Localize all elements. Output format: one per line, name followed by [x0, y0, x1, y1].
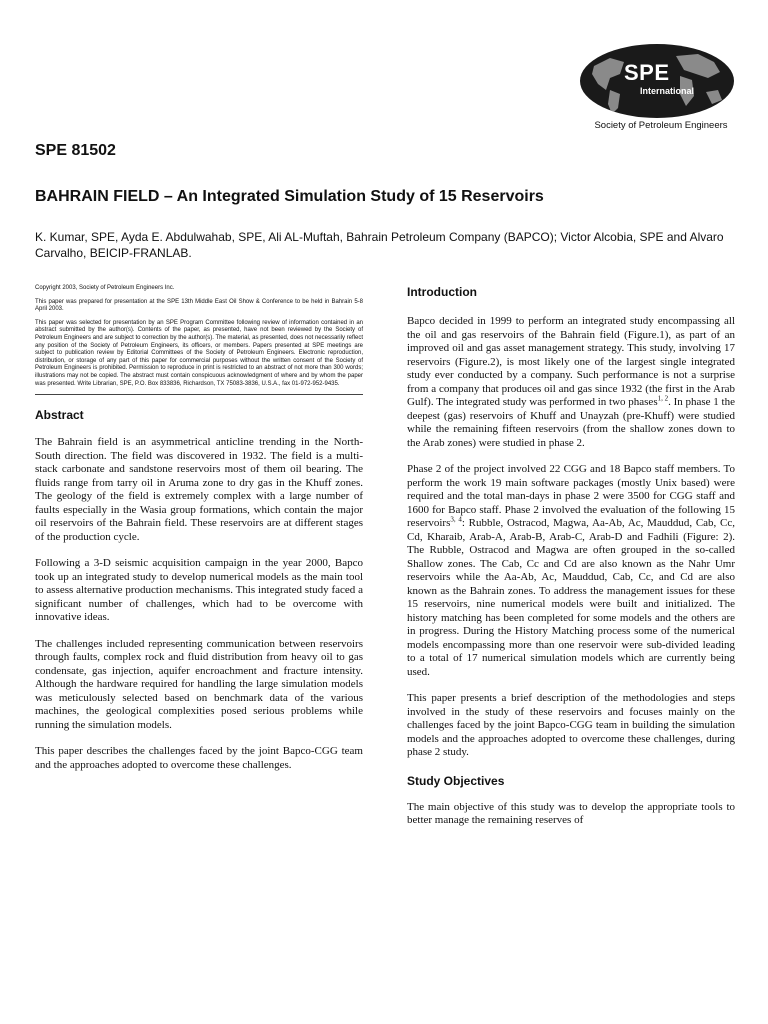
abstract-paragraph: Following a 3-D seismic acquisition campaign in the year 2000, Bapco took up an integrated study to develop numerical models as the main tool to assess alternative production mechanisms. This integrated study faced a significant number of challenges, which had to be overcome with innovative ideas. [35, 557, 363, 624]
divider [35, 394, 363, 395]
logo-subtitle: International [640, 86, 695, 96]
study-objectives-paragraph: The main objective of this study was to develop the appropriate tools to better manage the remaining reserves of [407, 800, 735, 826]
citation: 1, 2 [657, 394, 669, 403]
introduction-paragraph [407, 463, 735, 679]
abstract-heading: Abstract [35, 408, 84, 423]
abstract-paragraph: This paper describes the challenges faced by the joint Bapco-CGG team and the approaches adopted to overcome these challenges. [35, 745, 363, 771]
abstract-paragraph: The challenges included representing communication between reservoirs through faults, complex rock and fluid distribution from heavy oil to gas condensate, gas injection, aquifer encroachment and fracture intensity. Although the hardware required for handling the large simulation models was meticulously selected based on benchmark data of the various machines, the geological complexities posed serious problems while running the simulation models. [35, 637, 363, 731]
globe-icon [580, 44, 734, 118]
copyright-line: Copyright 2003, Society of Petroleum Engineers Inc. [35, 285, 175, 291]
presentation-note: This paper was prepared for presentation at the SPE 13th Middle East Oil Show & Conference to be held in Bahrain 5-8 April 2003. [35, 298, 363, 313]
intro-text: . In phase 1 the deepest (gas) reservoirs of Khuff and Unayzah (pre-Khuff) were studied while the remaining fifteen reservoirs (from the shallow zones down to the Arab zones) were studied in phase 2. [407, 396, 735, 449]
abstract-body [35, 436, 363, 772]
selection-note: This paper was selected for presentation by an SPE Program Committee following review of information contained in an abstract submitted by the author(s). Contents of the paper, as presented, have not been reviewed by the Society of Petroleum Engineers and are subject to correction by the author(s). The material, as presented, does not necessarily reflect any position of the Society of Petroleum Engineers, its officers, or members. Papers presented at SPE meetings are subject to publication review by Editorial Committees of the Society of Petroleum Engineers. Electronic reproduction, distribution, or storage of any part of this paper for commercial purposes without the written consent of the Society of Petroleum Engineers is prohibited. Permission to reproduce in print is restricted to an abstract of not more than 300 words; illustrations may not be copied. The abstract must contain conspicuous acknowledgment of where and by whom the paper was presented. Write Librarian, SPE, P.O. Box 833836, Richardson, TX 75083-3836, U.S.A., fax 01-972-952-9435. [35, 319, 363, 387]
introduction-paragraph: This paper presents a brief description of the methodologies and steps involved in the study of these reservoirs and focuses mainly on the challenges faced by the joint Bapco-CGG team in building the simulation models and the approaches adopted to overcome these challenges, during phase 2 study. [407, 692, 735, 758]
intro-text: : Rubble, Ostracod, Magwa, Aa-Ab, Ac, Mauddud, Cab, Cc, Cd, Kharaib, Arab-A, Arab-B, Arab-C, Arab-D and Fadhili (Figure: 2). The Rubble, Ostracod and Magwa are often grouped in the so-called Shallow zones. The Cab, Cc and Cd are also known as the Nahr Umr reservoirs while the Aa-Ab, Ac, Mauddud, Cab, Cc, and Cd are also known as the Bahrain zones. To address the management issues for these 15 reservoirs, nine numerical models were built and initialized. The history matching has been completed for some models and the others are in progress. During the History Matching process some of the numerical models encompassing more than one reservoir were sub-divided leading to a total of 17 numerical simulation models which are currently being used. [407, 517, 735, 678]
study-objectives-heading: Study Objectives [407, 773, 505, 788]
citation: 3, 4 [450, 515, 462, 524]
copyright-notice [35, 285, 363, 388]
introduction-heading: Introduction [407, 285, 477, 299]
intro-text: Bapco decided in 1999 to perform an integrated study encompassing all the oil and gas reservoirs of the Bahrain field (Figure.1), as part of an improved oil and gas asset management strategy. This study, involving 17 reservoirs (Figure.2), is most likely one of the largest single integrated study ever conducted by a company. Such performance is not a surprise from a company that produces oil and gas since 1932 (the first in the Arab Gulf). The integrated study was performed in two phases [407, 315, 735, 408]
left-column [35, 285, 363, 772]
paper-number: SPE 81502 [35, 142, 116, 159]
introduction-paragraph [407, 315, 735, 450]
logo-mark: SPE [624, 60, 670, 85]
society-name: Society of Petroleum Engineers [594, 120, 728, 131]
abstract-paragraph: The Bahrain field is an asymmetrical anticline trending in the North-South direction. The field was discovered in 1932. The field is a multi-stack carbonate and sandstone reservoirs most of them oil bearing. The fluids range from tarry oil in Aruma zone to dry gas in the Khuff zones. The geology of the field is extremely complex with a large number of faults especially in the Wasia group formations, which contain the major oil reservoirs of the Bahrain field. These reservoirs are at different stages of the production cycle. [35, 436, 363, 543]
study-objectives-body [407, 801, 735, 828]
paper-title: BAHRAIN FIELD – An Integrated Simulation Study of 15 Reservoirs [35, 188, 544, 205]
right-column [407, 285, 735, 828]
intro-text: Phase 2 of the project involved 22 CGG and 18 Bapco staff members. To perform the work 19 main software packages (mostly Unix based) were required and the total man-days in phase 2 were 3500 for CGG staff and 1600 for Bapco staff. Phase 2 involved the evaluation of the following 15 reservoirs [407, 463, 735, 529]
spe-logo [576, 40, 738, 136]
introduction-body [407, 315, 735, 760]
authors: K. Kumar, SPE, Ayda E. Abdulwahab, SPE, Ali AL-Muftah, Bahrain Petroleum Company (BAPCO); Victor Alcobia, SPE and Alvaro Carvalho, BEICIP-FRANLAB. [35, 230, 724, 260]
